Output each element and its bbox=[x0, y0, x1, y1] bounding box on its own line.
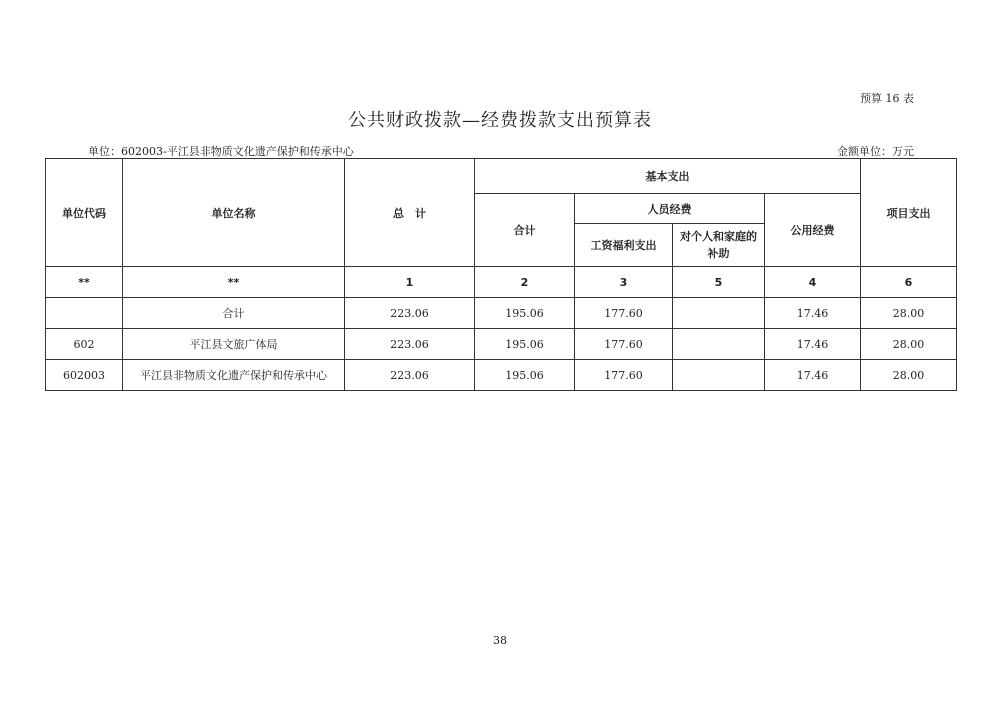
index-cell: 4 bbox=[765, 267, 861, 298]
cell-unit-name: 平江县文旅广体局 bbox=[123, 329, 345, 360]
index-row bbox=[46, 267, 957, 298]
index-cell: 5 bbox=[673, 267, 765, 298]
header-unit-code: 单位代码 bbox=[46, 159, 123, 267]
index-cell: ** bbox=[46, 267, 123, 298]
header-basic-expenditure: 基本支出 bbox=[475, 159, 861, 194]
cell-public-expense: 17.46 bbox=[765, 329, 861, 360]
cell-unit-code: 602003 bbox=[46, 360, 123, 391]
cell-salary: 177.60 bbox=[575, 298, 673, 329]
budget-table bbox=[45, 158, 957, 391]
header-public-expense: 公用经费 bbox=[765, 194, 861, 267]
header-total: 总 计 bbox=[345, 159, 475, 267]
cell-personal-family bbox=[673, 298, 765, 329]
table-row bbox=[46, 298, 957, 329]
cell-subtotal: 195.06 bbox=[475, 360, 575, 391]
header-salary: 工资福利支出 bbox=[575, 224, 673, 267]
amount-unit: 金额单位：万元 bbox=[837, 145, 914, 158]
cell-unit-code bbox=[46, 298, 123, 329]
page-tag: 预算 16 表 bbox=[860, 92, 914, 105]
cell-project: 28.00 bbox=[861, 298, 957, 329]
index-cell: 1 bbox=[345, 267, 475, 298]
header-personal-family bbox=[673, 224, 765, 267]
cell-total: 223.06 bbox=[345, 298, 475, 329]
cell-project: 28.00 bbox=[861, 329, 957, 360]
header-unit-name: 单位名称 bbox=[123, 159, 345, 267]
header-subtotal: 合计 bbox=[475, 194, 575, 267]
cell-personal-family bbox=[673, 329, 765, 360]
header-personal-family-line2: 补助 bbox=[707, 247, 730, 260]
cell-subtotal: 195.06 bbox=[475, 298, 575, 329]
index-cell: 6 bbox=[861, 267, 957, 298]
cell-salary: 177.60 bbox=[575, 329, 673, 360]
header-project-expenditure: 项目支出 bbox=[861, 159, 957, 267]
cell-subtotal: 195.06 bbox=[475, 329, 575, 360]
cell-public-expense: 17.46 bbox=[765, 360, 861, 391]
cell-project: 28.00 bbox=[861, 360, 957, 391]
index-cell: ** bbox=[123, 267, 345, 298]
cell-unit-name: 合计 bbox=[123, 298, 345, 329]
cell-personal-family bbox=[673, 360, 765, 391]
header-personal-family-line1: 对个人和家庭的 bbox=[680, 230, 757, 243]
cell-total: 223.06 bbox=[345, 360, 475, 391]
table-row bbox=[46, 360, 957, 391]
page-number: 38 bbox=[493, 634, 507, 647]
cell-total: 223.06 bbox=[345, 329, 475, 360]
cell-public-expense: 17.46 bbox=[765, 298, 861, 329]
index-cell: 2 bbox=[475, 267, 575, 298]
cell-unit-name: 平江县非物质文化遗产保护和传承中心 bbox=[123, 360, 345, 391]
page-title: 公共财政拨款—经费拨款支出预算表 bbox=[348, 110, 652, 131]
table-row bbox=[46, 329, 957, 360]
unit-line: 单位：602003-平江县非物质文化遗产保护和传承中心 bbox=[88, 145, 354, 158]
header-personnel: 人员经费 bbox=[575, 194, 765, 224]
cell-unit-code: 602 bbox=[46, 329, 123, 360]
index-cell: 3 bbox=[575, 267, 673, 298]
cell-salary: 177.60 bbox=[575, 360, 673, 391]
